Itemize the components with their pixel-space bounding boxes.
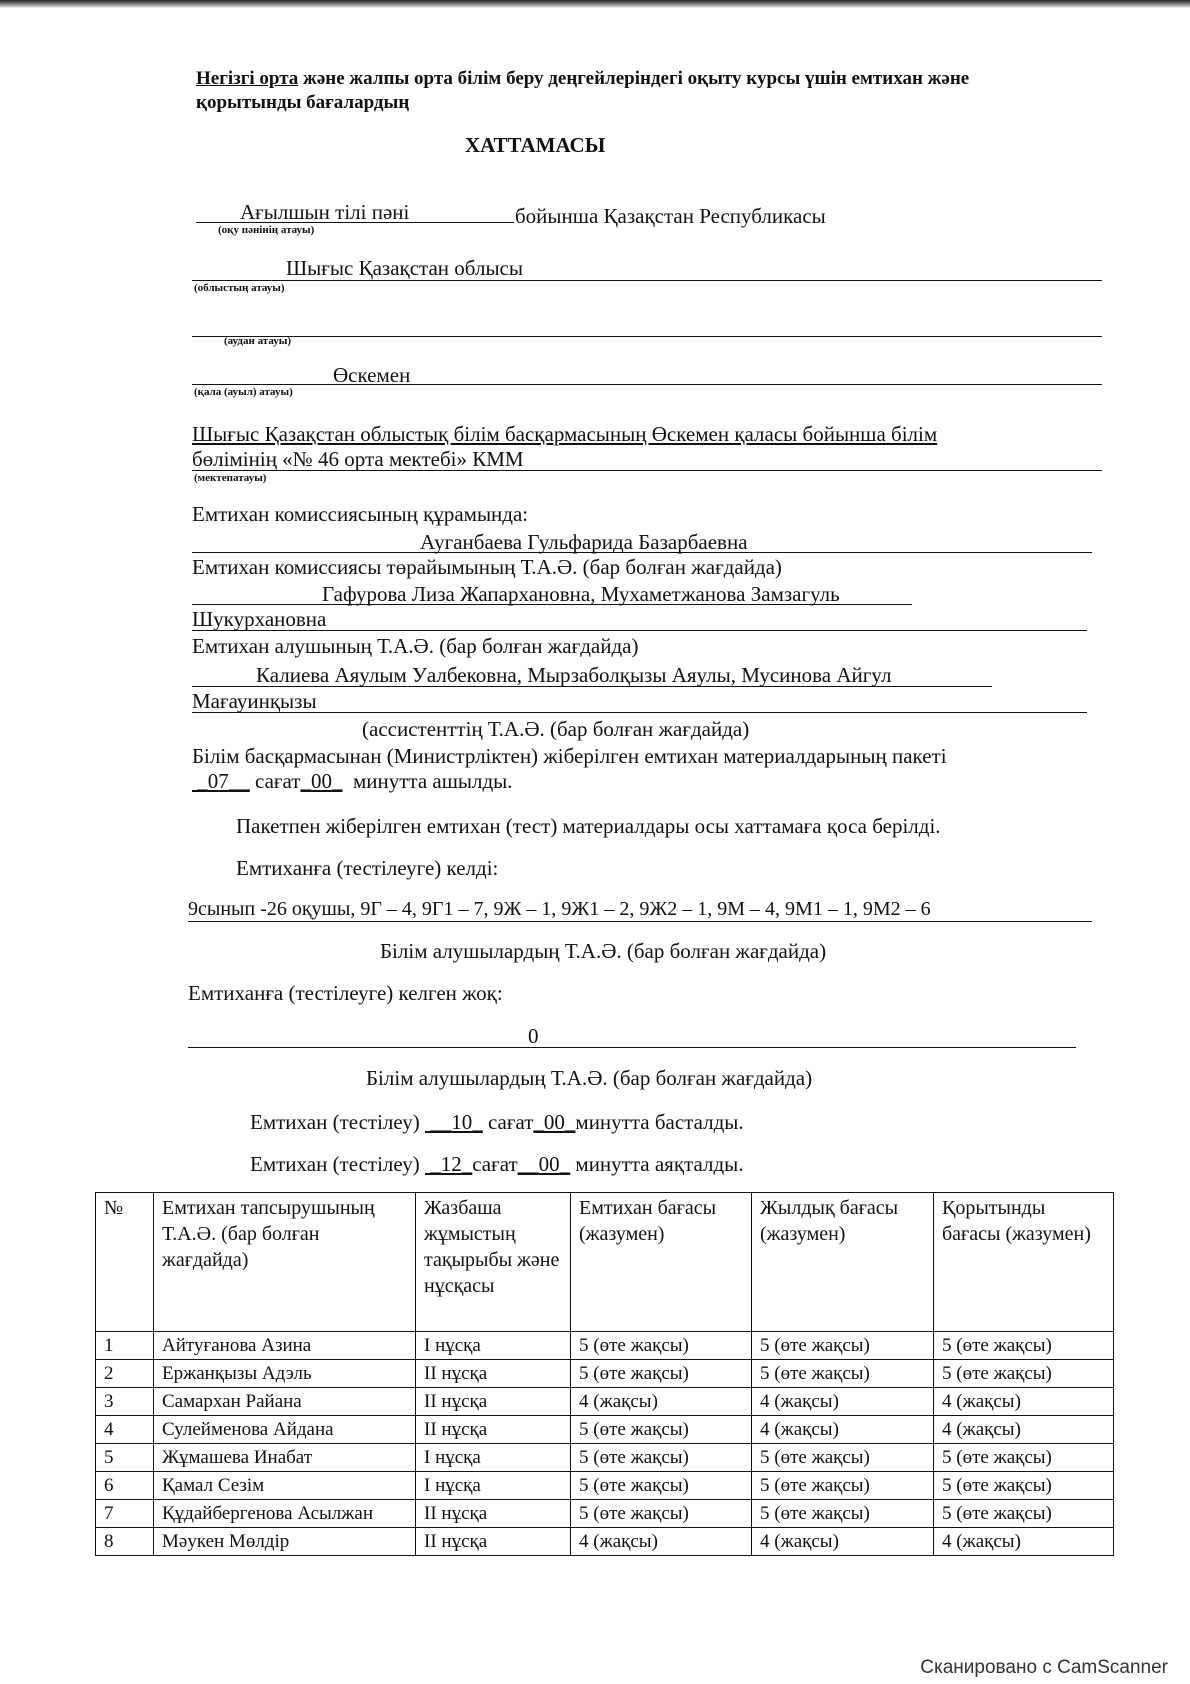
package-line-1: Білім басқармасынан (Министрліктен) жіберілген емтихан материалдарының пакеті	[192, 744, 947, 768]
row-number: 8	[96, 1528, 154, 1556]
start-minute: _00_	[533, 1110, 576, 1134]
end-hour: _12_	[424, 1152, 473, 1176]
start-hour: __10_	[424, 1110, 483, 1134]
header-line-1-rest: және жалпы орта білім беру деңгейлеріндегі оқыту курсы үшін емтихан және	[298, 68, 970, 89]
annual-grade: 4 (жақсы)	[752, 1388, 934, 1416]
examiners-line-1: Гафурова Лиза Жапархановна, Мухаметжанова Замзагуль	[322, 582, 840, 606]
district-caption: (аудан атауы)	[224, 335, 292, 347]
annual-grade: 5 (өте жақсы)	[752, 1444, 934, 1472]
subject-caption: (оқу пәнінің атауы)	[218, 224, 315, 236]
package-minute-rest: минутта ашылды.	[352, 769, 513, 793]
commission-chair-name: Ауганбаева Гульфарида Базарбаевна	[420, 530, 748, 554]
variant: I нұсқа	[416, 1332, 571, 1360]
school-caption: (мектепатауы)	[194, 472, 267, 484]
variant: II нұсқа	[416, 1416, 571, 1444]
absent-caption: Білім алушылардың Т.А.Ә. (бар болған жағдайда)	[366, 1066, 813, 1090]
end-suffix: минутта аяқталды.	[575, 1152, 744, 1176]
table-header-row	[96, 1193, 1114, 1332]
materials-text: Пакетпен жіберілген емтихан (тест) материалдары осы хаттамаға қоса берілді.	[236, 814, 941, 838]
city-value: Өскемен	[333, 363, 411, 387]
final-grade: 4 (жақсы)	[934, 1416, 1114, 1444]
attended-caption: Білім алушылардың Т.А.Ә. (бар болған жағдайда)	[380, 939, 827, 963]
header-written-work-variant: Жазбаша жұмыстың тақырыбы және нұсқасы	[416, 1193, 571, 1332]
assistants-line-2: Мағауинқызы	[192, 689, 317, 713]
assistants-caption: (ассистенттің Т.А.Ә. (бар болған жағдайда)	[362, 717, 750, 741]
assistants-underline-2	[192, 712, 1087, 713]
grades-table	[95, 1192, 1114, 1556]
district-underline	[192, 336, 1102, 337]
final-grade: 5 (өте жақсы)	[934, 1500, 1114, 1528]
end-hour-word: сағат	[472, 1152, 518, 1176]
header-underlined-term: Негізгі орта	[196, 68, 299, 89]
header-line-2: қорытынды бағалардың	[196, 92, 410, 113]
table-row	[96, 1500, 1114, 1528]
start-hour-word: сағат	[487, 1110, 534, 1134]
package-minute: _00_	[300, 769, 343, 793]
final-grade: 5 (өте жақсы)	[934, 1360, 1114, 1388]
final-grade: 5 (өте жақсы)	[934, 1332, 1114, 1360]
student-name: Қамал Сезім	[154, 1472, 416, 1500]
region-value: Шығыс Қазақстан облысы	[286, 256, 523, 280]
final-grade: 4 (жақсы)	[934, 1528, 1114, 1556]
attended-underline	[188, 921, 1092, 922]
commission-label: Емтихан комиссиясының құрамында:	[192, 502, 529, 526]
annual-grade: 5 (өте жақсы)	[752, 1500, 934, 1528]
subject-value: Ағылшын тілі пәні	[240, 200, 410, 224]
exam-grade: 5 (өте жақсы)	[571, 1360, 752, 1388]
exam-grade: 5 (өте жақсы)	[571, 1332, 752, 1360]
row-number: 4	[96, 1416, 154, 1444]
table-row	[96, 1416, 1114, 1444]
header-annual-grade: Жылдық бағасы (жазумен)	[752, 1193, 934, 1332]
absent-value: 0	[528, 1024, 539, 1048]
row-number: 2	[96, 1360, 154, 1388]
final-grade: 5 (өте жақсы)	[934, 1472, 1114, 1500]
annual-grade: 4 (жақсы)	[752, 1416, 934, 1444]
variant: I нұсқа	[416, 1444, 571, 1472]
exam-grade: 4 (жақсы)	[571, 1528, 752, 1556]
start-line	[250, 1110, 744, 1134]
end-prefix: Емтихан (тестілеу)	[250, 1152, 420, 1176]
student-name: Ержанқызы Адэль	[154, 1360, 416, 1388]
package-hour: _07__	[192, 769, 250, 793]
table-row	[96, 1444, 1114, 1472]
variant: II нұсқа	[416, 1528, 571, 1556]
variant: II нұсқа	[416, 1388, 571, 1416]
variant: I нұсқа	[416, 1472, 571, 1500]
student-name: Айтуғанова Азина	[154, 1332, 416, 1360]
annual-grade: 4 (жақсы)	[752, 1528, 934, 1556]
absent-underline	[188, 1047, 1076, 1048]
student-name: Самархан Райана	[154, 1388, 416, 1416]
table-row	[96, 1388, 1114, 1416]
row-number: 7	[96, 1500, 154, 1528]
package-time-line	[192, 769, 513, 793]
subject-suffix: бойынша Қазақстан Республикасы	[515, 204, 826, 228]
document-title: ХАТТАМАСЫ	[465, 133, 606, 157]
exam-grade: 4 (жақсы)	[571, 1388, 752, 1416]
absent-label: Емтиханға (тестілеуге) келген жоқ:	[188, 981, 503, 1005]
exam-grade: 5 (өте жақсы)	[571, 1472, 752, 1500]
student-name: Құдайбергенова Асылжан	[154, 1500, 416, 1528]
end-line	[250, 1152, 744, 1176]
row-number: 3	[96, 1388, 154, 1416]
region-underline	[192, 280, 1102, 281]
start-prefix: Емтихан (тестілеу)	[250, 1110, 420, 1134]
scan-top-edge	[0, 0, 1190, 8]
region-caption: (облыстың атауы)	[194, 282, 285, 294]
row-number: 6	[96, 1472, 154, 1500]
row-number: 5	[96, 1444, 154, 1472]
camscanner-watermark: Сканировано с CamScanner	[920, 1657, 1168, 1678]
header-final-grade: Қорытынды бағасы (жазумен)	[934, 1193, 1114, 1332]
header-student-name: Емтихан тапсырушының Т.А.Ә. (бар болған жағдайда)	[154, 1193, 416, 1332]
school-line-1: Шығыс Қазақстан облыстық білім басқармасының Өскемен қаласы бойынша білім	[192, 422, 938, 446]
table-row	[96, 1528, 1114, 1556]
header-line-1	[196, 68, 969, 90]
commission-chair-caption: Емтихан комиссиясы төрайымының Т.А.Ә. (бар болған жағдайда)	[192, 555, 782, 579]
table-row	[96, 1472, 1114, 1500]
examiners-caption: Емтихан алушының Т.А.Ә. (бар болған жағдайда)	[192, 634, 639, 658]
header-exam-grade: Емтихан бағасы (жазумен)	[571, 1193, 752, 1332]
end-minute: __00_	[517, 1152, 571, 1176]
assistants-line-1: Калиева Аяулым Уалбековна, Мырзаболқызы Аяулы, Мусинова Айгул	[256, 663, 892, 687]
table-row	[96, 1360, 1114, 1388]
exam-grade: 5 (өте жақсы)	[571, 1444, 752, 1472]
city-underline	[192, 384, 1102, 385]
exam-grade: 5 (өте жақсы)	[571, 1416, 752, 1444]
city-caption: (қала (ауыл) атауы)	[194, 386, 293, 398]
examiners-line-2: Шукурхановна	[192, 607, 327, 631]
school-line-2: бөлімінің «№ 46 орта мектебі» КММ	[192, 447, 524, 471]
table-row	[96, 1332, 1114, 1360]
start-suffix: минутта басталды.	[575, 1110, 744, 1134]
annual-grade: 5 (өте жақсы)	[752, 1472, 934, 1500]
row-number: 1	[96, 1332, 154, 1360]
header-number: №	[96, 1193, 154, 1332]
attended-value: 9сынып -26 оқушы, 9Г – 4, 9Г1 – 7, 9Ж – 1, 9Ж1 – 2, 9Ж2 – 1, 9М – 4, 9М1 – 1, 9М2 – 6	[188, 898, 931, 920]
annual-grade: 5 (өте жақсы)	[752, 1360, 934, 1388]
variant: II нұсқа	[416, 1360, 571, 1388]
final-grade: 4 (жақсы)	[934, 1388, 1114, 1416]
package-hour-word: сағат	[255, 769, 301, 793]
annual-grade: 5 (өте жақсы)	[752, 1332, 934, 1360]
student-name: Мәукен Мөлдір	[154, 1528, 416, 1556]
final-grade: 5 (өте жақсы)	[934, 1444, 1114, 1472]
variant: II нұсқа	[416, 1500, 571, 1528]
student-name: Сулейменова Айдана	[154, 1416, 416, 1444]
attended-label: Емтиханға (тестілеуге) келді:	[236, 856, 499, 880]
student-name: Жұмашева Инабат	[154, 1444, 416, 1472]
exam-grade: 5 (өте жақсы)	[571, 1500, 752, 1528]
